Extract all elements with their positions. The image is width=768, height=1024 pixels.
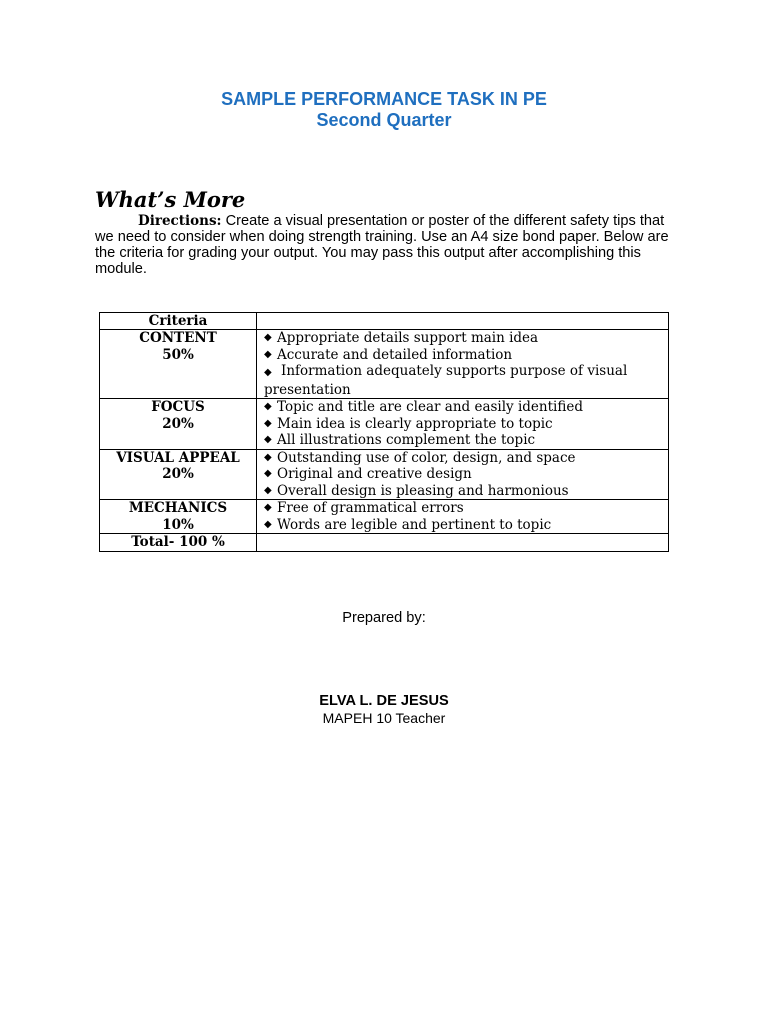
page-subtitle: Second Quarter (316, 110, 452, 130)
criteria-cell (100, 399, 257, 450)
criteria-cell (100, 500, 257, 534)
bullet-list (264, 399, 668, 449)
table-row (100, 399, 669, 450)
description-cell (257, 449, 669, 500)
list-item: ◆ Topic and title are clear and easily identified (264, 399, 583, 415)
diamond-bullet-icon: ◆ (264, 451, 272, 463)
section-heading: What’s More (95, 187, 246, 212)
teacher-name: ELVA L. DE JESUS (319, 693, 449, 709)
criteria-weight: 50% (162, 346, 194, 363)
criteria-weight: 10% (162, 516, 194, 533)
list-item: ◆ Free of grammatical errors (264, 500, 464, 516)
teacher-role: MAPEH 10 Teacher (322, 710, 446, 726)
bullet-list (264, 500, 668, 533)
bullet-list (264, 450, 668, 500)
criteria-name: VISUAL APPEAL (116, 449, 240, 466)
prepared-by-label: Prepared by: (342, 610, 426, 626)
list-item: ◆ Words are legible and pertinent to topic (264, 516, 552, 533)
list-item: ◆ Accurate and detailed information (264, 346, 513, 363)
diamond-bullet-icon: ◆ (264, 484, 272, 496)
list-item: ◆ Original and creative design (264, 466, 472, 482)
description-cell (257, 330, 669, 399)
criteria-weight: 20% (162, 466, 194, 482)
table-row (100, 330, 669, 399)
directions-body: Create a visual presentation or poster of the different safety tips that we need to consider when doing strength training. Use an A4 size bond paper. Below are the criteria for grading your output. You may pass this output after accomplishing this module. (95, 213, 669, 277)
description-header (257, 313, 669, 330)
criteria-cell (100, 330, 257, 399)
list-item: ◆ Information adequately supports purpose of visual presentation (264, 363, 628, 398)
directions-lead: Directions: (138, 213, 222, 229)
diamond-bullet-icon: ◆ (264, 367, 272, 378)
diamond-bullet-icon: ◆ (264, 502, 272, 513)
list-item: ◆ Appropriate details support main idea (264, 330, 539, 346)
diamond-bullet-icon: ◆ (264, 417, 272, 429)
bullet-list (264, 330, 668, 398)
table-row (100, 449, 669, 500)
diamond-bullet-icon: ◆ (264, 401, 272, 412)
diamond-bullet-icon: ◆ (264, 332, 272, 343)
page-title: SAMPLE PERFORMANCE TASK IN PE (221, 89, 547, 109)
list-item: ◆ All illustrations complement the topic (264, 432, 536, 448)
list-item: ◆ Outstanding use of color, design, and space (264, 449, 576, 466)
list-item: ◆ Main idea is clearly appropriate to topic (264, 415, 553, 432)
total-row (100, 534, 669, 552)
criteria-weight: 20% (162, 415, 194, 432)
list-item: ◆ Overall design is pleasing and harmonious (264, 482, 569, 499)
total-label: Total- 100 % (100, 534, 257, 552)
diamond-bullet-icon: ◆ (264, 468, 272, 479)
criteria-cell (100, 449, 257, 500)
directions-paragraph (95, 213, 685, 277)
table-row (100, 500, 669, 534)
description-cell (257, 500, 669, 534)
table-header-row (100, 313, 669, 330)
criteria-name: MECHANICS (128, 500, 228, 516)
criteria-header: Criteria (100, 313, 257, 330)
diamond-bullet-icon: ◆ (264, 434, 272, 445)
criteria-name: CONTENT (139, 330, 217, 346)
diamond-bullet-icon: ◆ (264, 518, 272, 530)
description-cell (257, 399, 669, 450)
diamond-bullet-icon: ◆ (264, 348, 272, 360)
total-value-cell (257, 534, 669, 552)
criteria-name: FOCUS (151, 399, 205, 415)
criteria-table (99, 312, 669, 552)
